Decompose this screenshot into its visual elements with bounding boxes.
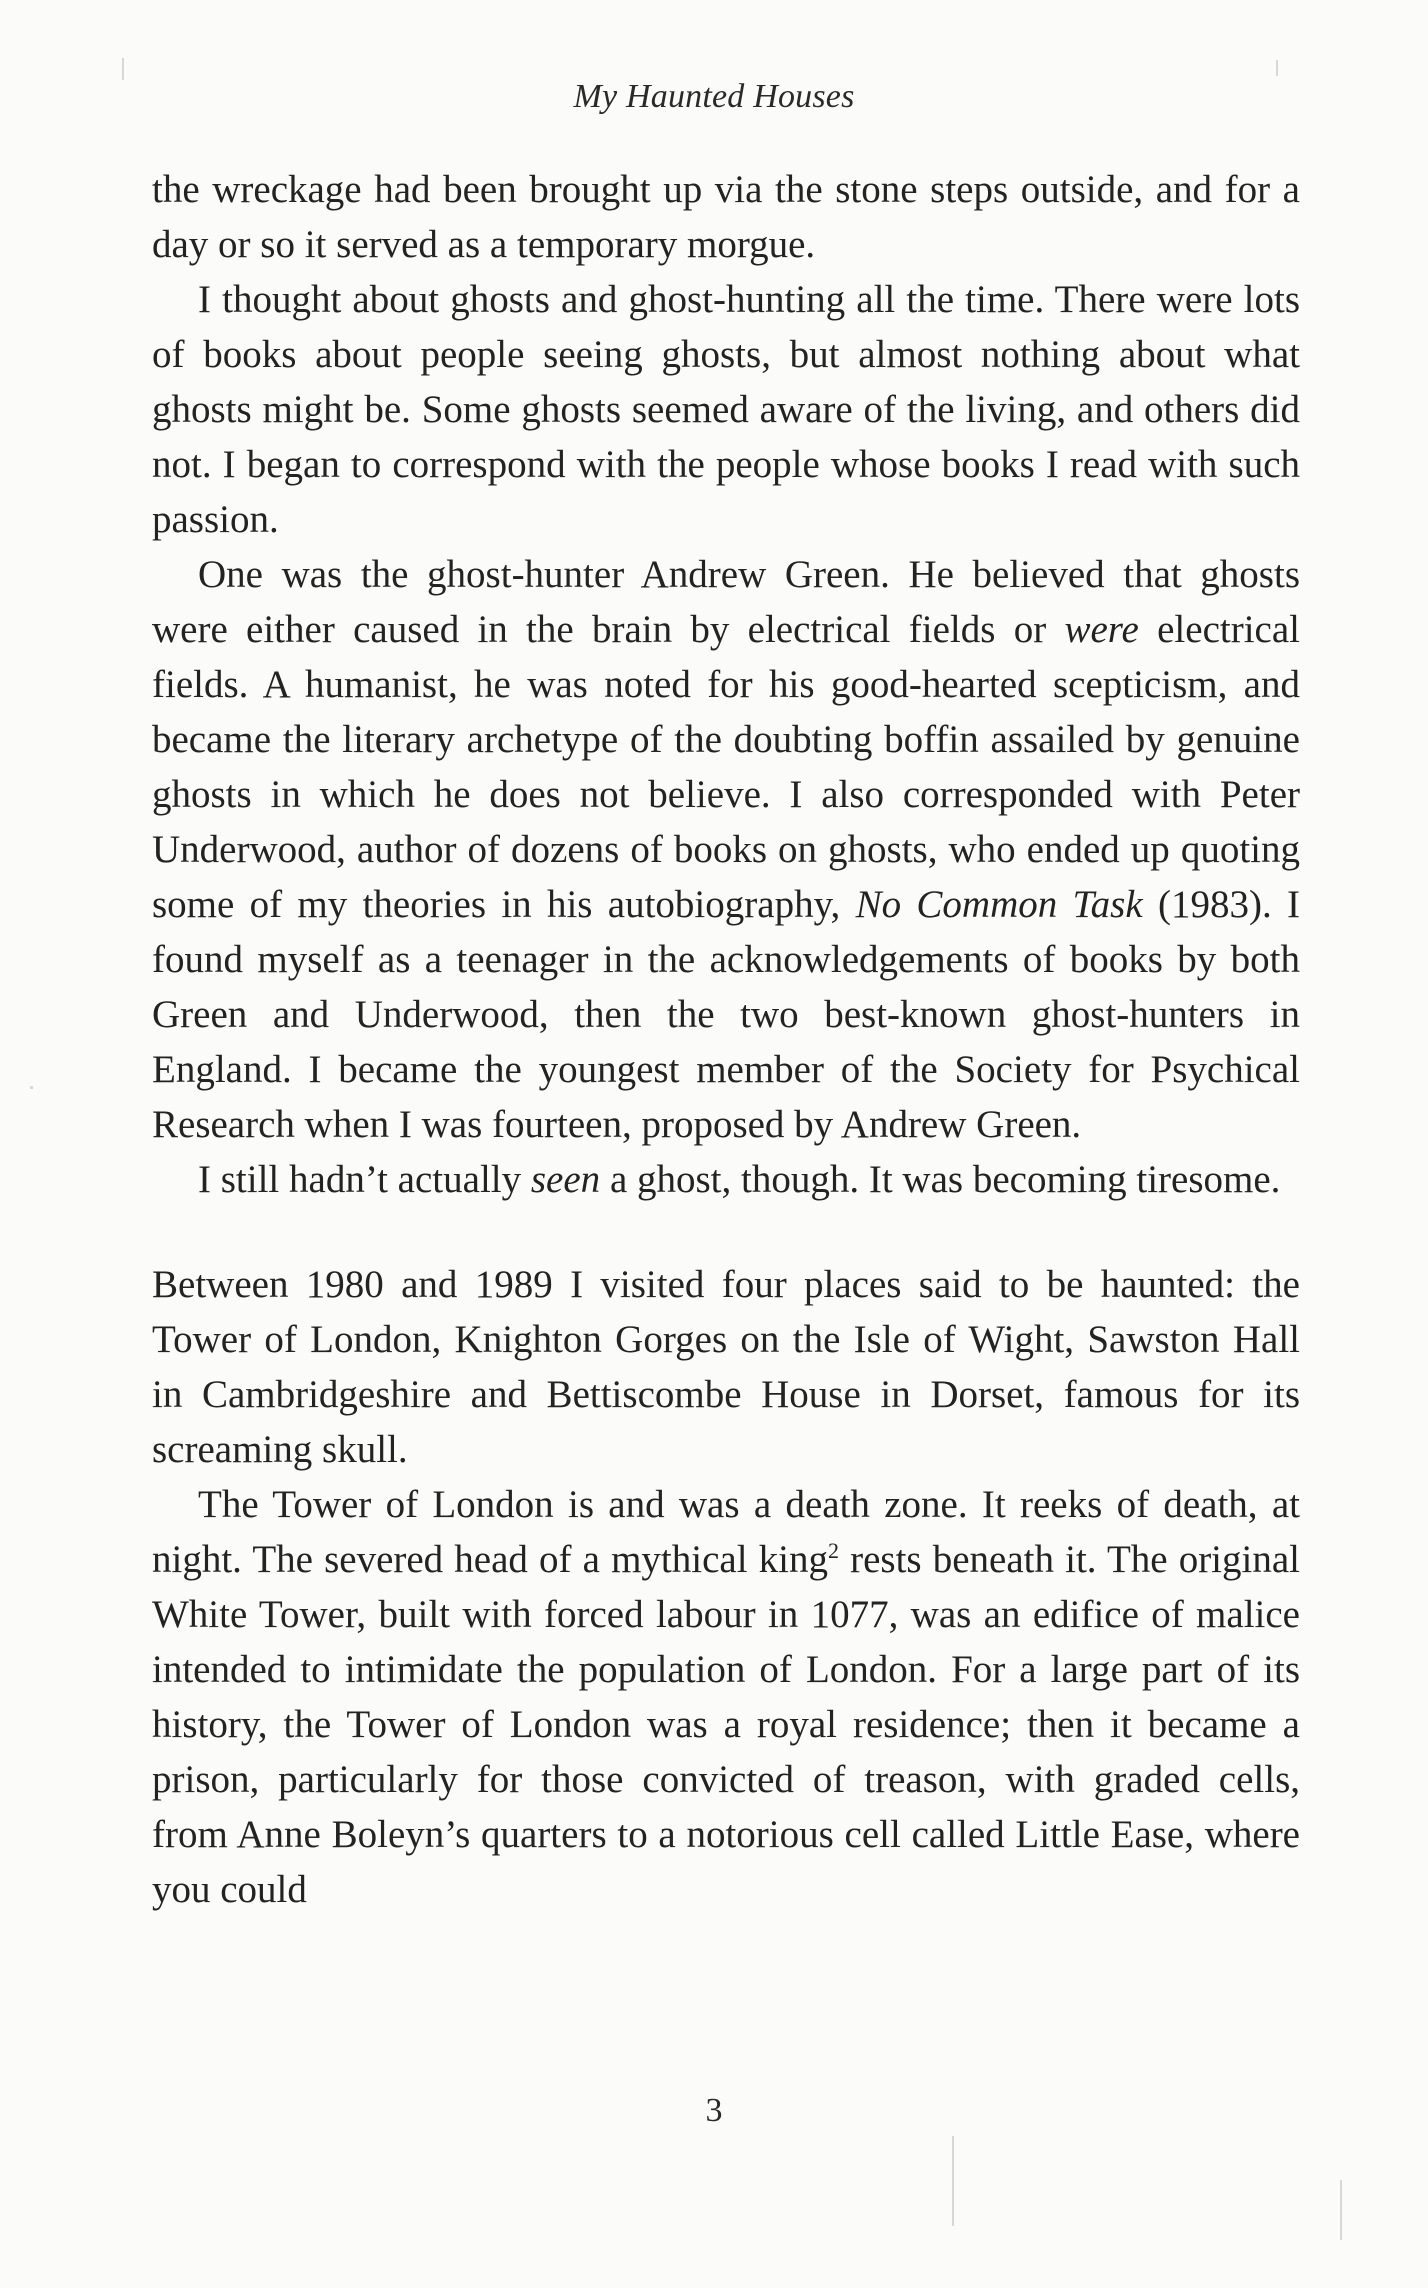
italic-emphasis: were [1064, 608, 1139, 651]
scan-speck [30, 1086, 33, 1089]
paragraph: I still hadn’t actually seen a ghost, though. It was becoming tiresome. [198, 1158, 1281, 1201]
paragraph: The Tower of London is and was a death zone. It reeks of death, at night. The severed head of a mythical king$^2$ rests beneath it. The original White Tower, built with forced labour in 1077, was an edifice of malice intended to intimidate the population of London. For a large part of its history, the Tower of London was a royal residence; then it became a prison, particularly for those convicted of treason, with graded cells, from Anne Boleyn’s quarters to a notorious cell called Little Ease, where you could [152, 1483, 1300, 1911]
page-number: 3 [705, 2092, 723, 2129]
italic-emphasis: seen [530, 1158, 601, 1201]
scan-speck [1340, 2180, 1342, 2240]
scan-speck [952, 2136, 954, 2226]
book-title: No Common Task [855, 883, 1143, 926]
paragraph: I thought about ghosts and ghost-hunting all the time. There were lots of books about people seeing ghosts, but almost nothing about what ghosts might be. Some ghosts seemed aware of the living, and others did not. I began to correspond with the people whose books I read with such passion. [152, 278, 1300, 541]
body-text [152, 162, 1300, 1917]
paragraph: One was the ghost-hunter Andrew Green. He believed that ghosts were either caused in the brain by electrical fields or were electrical fields. A humanist, he was noted for his good-hearted scepticism, and became the literary archetype of the doubting boffin assailed by genuine ghosts in which he does not believe. I also corresponded with Peter Underwood, author of dozens of books on ghosts, who ended up quoting some of my theories in his autobiography, No Common Task (1983). I found myself as a teenager in the acknowledgements of books by both Green and Underwood, then the two best-known ghost-hunters in England. I became the youngest member of the Society for Psychical Research when I was fourteen, proposed by Andrew Green. [152, 553, 1300, 1146]
scan-speck [1276, 60, 1278, 76]
paragraph: the wreckage had been brought up via the stone steps outside, and for a day or so it served as a temporary morgue. [152, 168, 1300, 266]
scan-speck [122, 58, 124, 80]
paragraph: Between 1980 and 1989 I visited four places said to be haunted: the Tower of London, Knighton Gorges on the Isle of Wight, Sawston Hall in Cambridgeshire and Bettiscombe House in Dorset, famous for its screaming skull. [152, 1263, 1300, 1471]
running-head: My Haunted Houses [573, 78, 855, 115]
footnote-marker[interactable]: 2 [828, 1538, 839, 1563]
